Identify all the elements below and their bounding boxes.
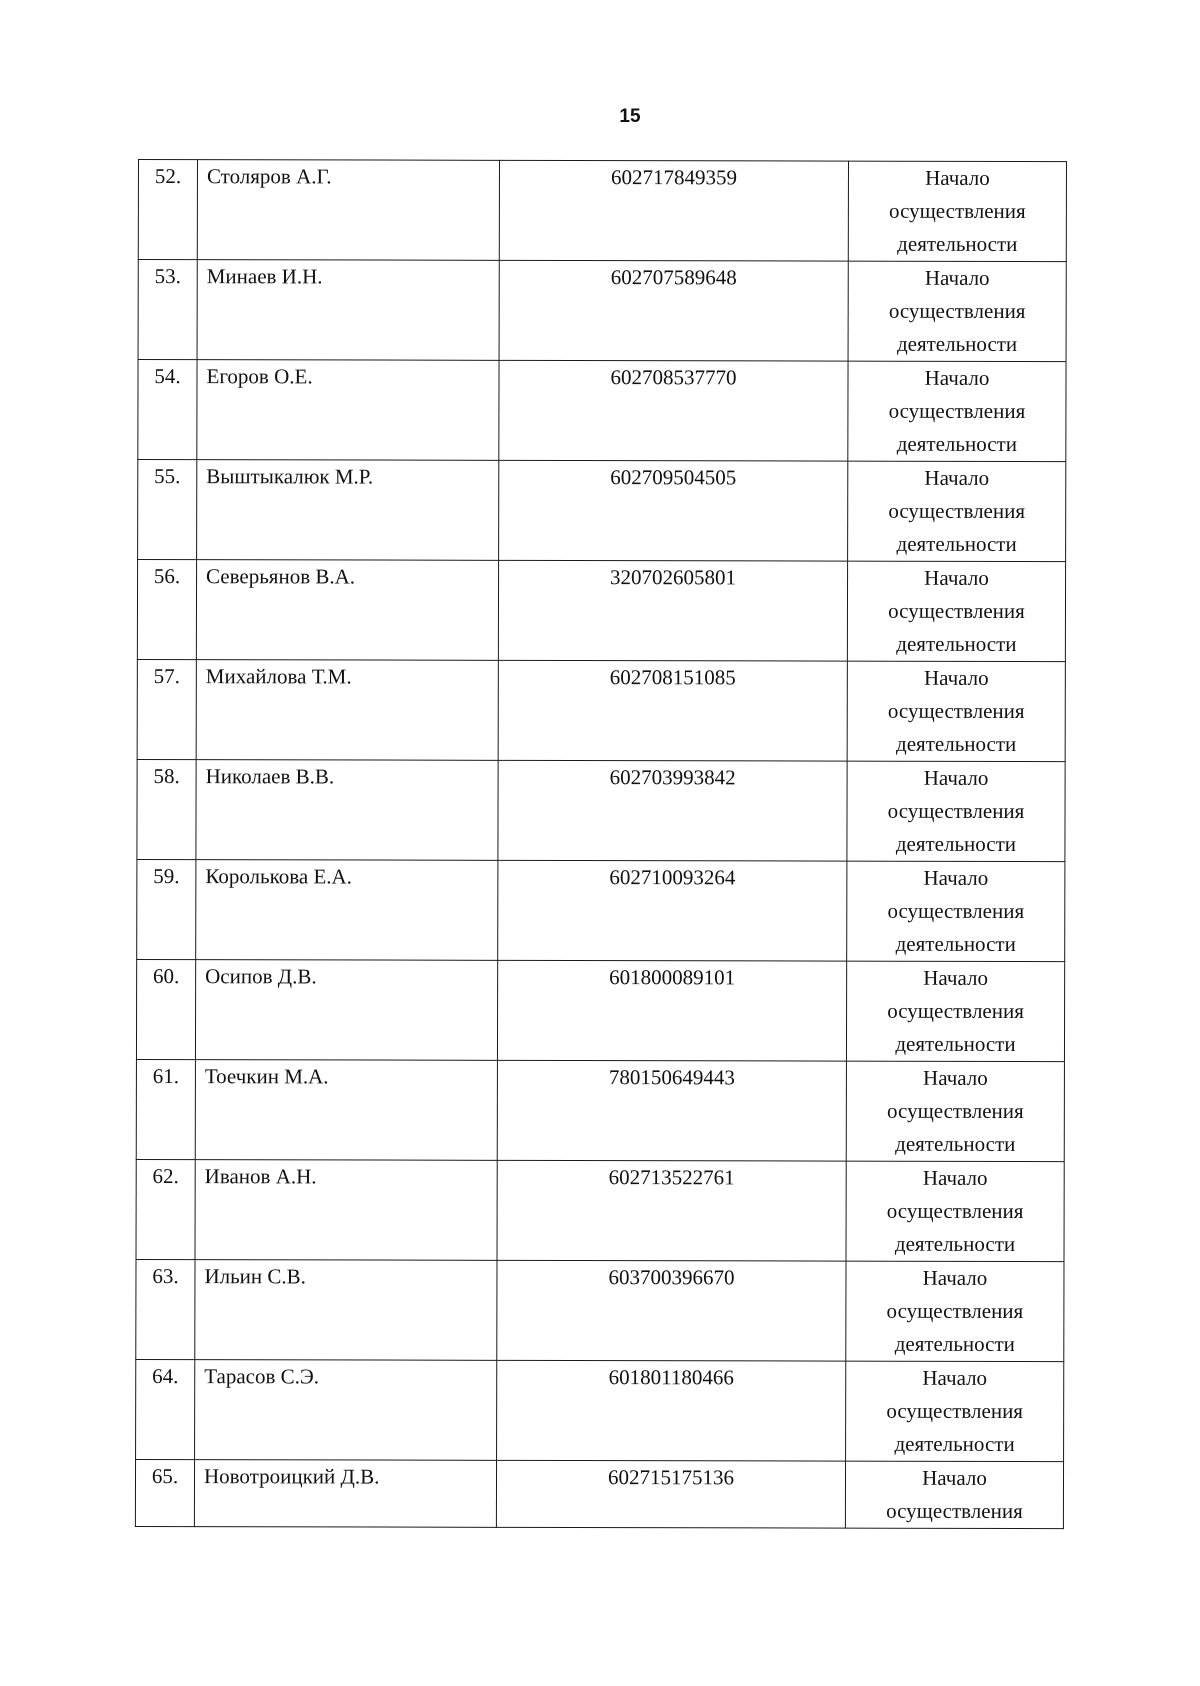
status-text: Начало осуществления деятельности [887, 965, 1024, 1056]
status-cell [846, 1261, 1064, 1361]
inn-number: 602708537770 [499, 360, 848, 461]
status-text: Начало осуществления деятельности [888, 465, 1026, 556]
inn-number: 601800089101 [497, 960, 846, 1061]
row-number: 63. [136, 1259, 195, 1359]
status-cell [847, 861, 1065, 961]
status-cell [846, 1161, 1064, 1261]
status-text: Начало осуществления деятельности [887, 665, 1025, 756]
person-name: Николаев В.В. [196, 760, 498, 861]
row-number: 57. [137, 659, 196, 759]
table-row [138, 160, 1066, 262]
table-row [136, 1159, 1064, 1261]
person-name: Михайлова Т.М. [196, 660, 498, 761]
table-row [136, 959, 1064, 1061]
table-row [136, 1259, 1064, 1361]
inn-number: 602708151085 [498, 660, 847, 761]
person-name: Минаев И.Н. [197, 260, 499, 361]
inn-number: 602703993842 [498, 760, 847, 861]
person-name: Северьянов В.А. [196, 560, 498, 661]
inn-number: 602707589648 [499, 260, 848, 361]
status-cell [848, 261, 1066, 361]
status-cell [846, 1061, 1064, 1161]
status-text: Начало осуществления деятельности [888, 565, 1025, 656]
row-number: 55. [138, 460, 197, 560]
inn-number: 603700396670 [497, 1260, 846, 1361]
page-number: 15 [619, 106, 641, 127]
status-text: Начало осуществления деятельности [886, 1165, 1024, 1256]
person-name: Осипов Д.В. [195, 960, 497, 1061]
inn-number: 602710093264 [498, 860, 847, 961]
table-row [137, 659, 1065, 761]
table-row [135, 1459, 1063, 1528]
row-number: 53. [138, 260, 197, 360]
status-cell [848, 461, 1066, 561]
inn-number: 320702605801 [498, 560, 847, 661]
inn-number: 602713522761 [497, 1160, 846, 1261]
row-number: 64. [136, 1359, 195, 1459]
table-row [136, 1359, 1064, 1461]
row-number: 60. [136, 959, 195, 1059]
inn-number: 602717849359 [499, 160, 848, 261]
status-text: Начало осуществления деятельности [886, 1365, 1024, 1456]
status-cell [848, 161, 1066, 261]
status-text: Начало осуществления деятельности [886, 1065, 1024, 1156]
status-cell [847, 561, 1065, 661]
status-cell [848, 361, 1066, 461]
status-text: Начало осуществления деятельности [888, 265, 1026, 356]
status-text: Начало осуществления деятельности [889, 165, 1026, 256]
inn-number: 602709504505 [499, 460, 848, 561]
person-name: Новотроицкий Д.В. [194, 1460, 496, 1528]
row-number: 62. [136, 1159, 195, 1259]
status-cell [846, 1361, 1064, 1461]
row-number: 58. [137, 759, 196, 859]
status-text: Начало осуществления деятельности [887, 865, 1025, 956]
table-row [138, 460, 1066, 562]
registry-table-body [135, 160, 1066, 1529]
inn-number: 601801180466 [497, 1360, 846, 1461]
person-name: Тоечкин М.А. [195, 1060, 497, 1161]
person-name: Столяров А.Г. [197, 160, 499, 261]
status-text: Начало осуществления деятельности [887, 765, 1025, 856]
person-name: Королькова Е.А. [196, 860, 498, 961]
person-name: Выштыкалюк М.Р. [197, 460, 499, 561]
table-row [138, 360, 1066, 462]
status-cell [845, 1461, 1063, 1528]
person-name: Иванов А.Н. [195, 1160, 497, 1261]
person-name: Ильин С.В. [195, 1260, 497, 1361]
person-name: Тарасов С.Э. [195, 1360, 497, 1461]
status-cell [846, 961, 1064, 1061]
inn-number: 602715175136 [496, 1460, 845, 1528]
table-row [138, 260, 1066, 362]
row-number: 56. [137, 560, 196, 660]
row-number: 65. [135, 1459, 194, 1526]
row-number: 61. [136, 1059, 195, 1159]
table-row [137, 560, 1065, 662]
table-row [137, 759, 1065, 861]
row-number: 59. [137, 859, 196, 959]
status-cell [847, 761, 1065, 861]
table-row [137, 859, 1065, 961]
status-text: Начало осуществления деятельности [886, 1265, 1024, 1356]
status-text: Начало осуществления деятельности [888, 365, 1026, 456]
table-row [136, 1059, 1064, 1161]
inn-number: 780150649443 [497, 1060, 846, 1161]
status-text: Начало осуществления [886, 1465, 1023, 1524]
person-name: Егоров О.Е. [197, 360, 499, 461]
row-number: 54. [138, 360, 197, 460]
row-number: 52. [138, 160, 197, 260]
registry-table [135, 159, 1067, 1529]
status-cell [847, 661, 1065, 761]
